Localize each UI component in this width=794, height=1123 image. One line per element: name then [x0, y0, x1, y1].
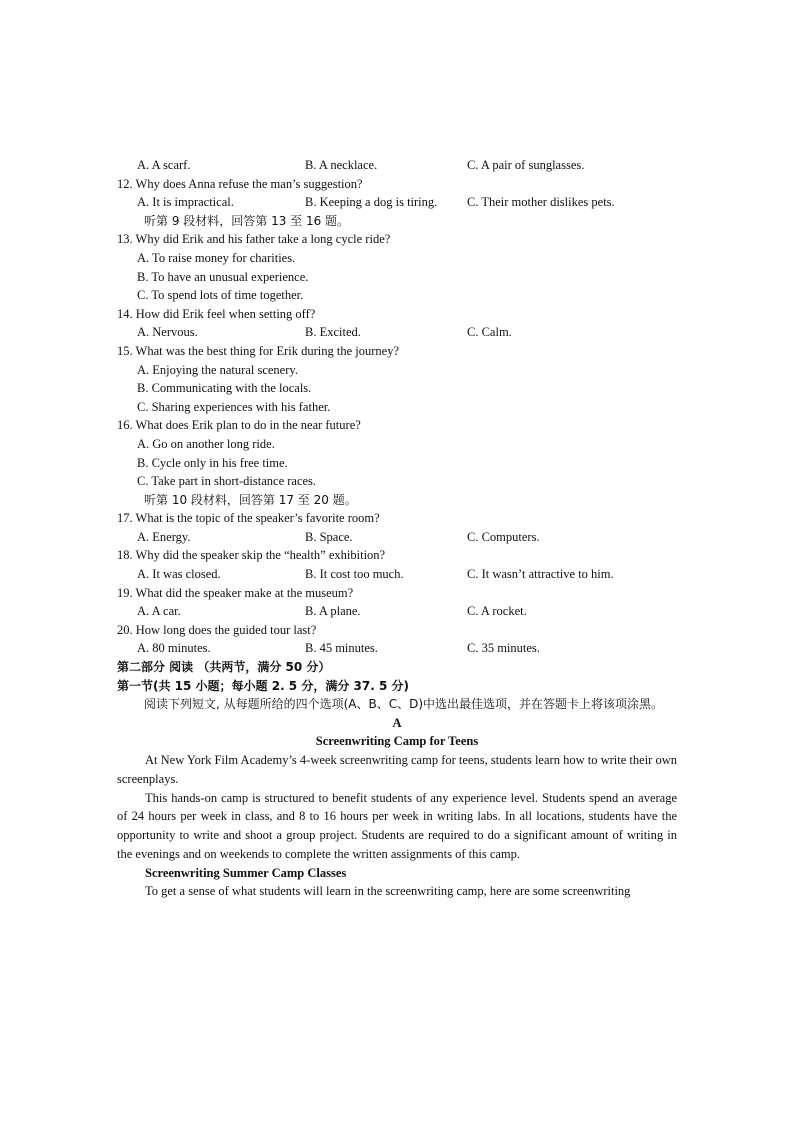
- q20-option-b: B. 45 minutes.: [305, 641, 378, 656]
- q18-option-c: C. It wasn’t attractive to him.: [467, 567, 614, 582]
- q20-option-a: A. 80 minutes.: [137, 641, 211, 656]
- q15-option-c: C. Sharing experiences with his father.: [137, 399, 331, 414]
- q20-options: [117, 639, 677, 658]
- q12-question: 12. Why does Anna refuse the man’s suggestion?: [117, 176, 363, 191]
- q15-question: 15. What was the best thing for Erik during the journey?: [117, 343, 399, 358]
- instruction-section-9: 听第 9 段材料，回答第 13 至 16 题。: [144, 213, 350, 228]
- q15-option-b: B. Communicating with the locals.: [137, 381, 312, 396]
- q20-question: 20. How long does the guided tour last?: [117, 622, 317, 637]
- q17-option-c: C. Computers.: [467, 529, 540, 544]
- passage-subheading: Screenwriting Summer Camp Classes: [145, 865, 347, 880]
- q16-question: 16. What does Erik plan to do in the near future?: [117, 418, 361, 433]
- q16-option-a: A. Go on another long ride.: [137, 436, 275, 451]
- q19-question: 19. What did the speaker make at the museum?: [117, 585, 354, 600]
- q15-option-a: A. Enjoying the natural scenery.: [137, 362, 298, 377]
- passage-paragraph-2: This hands-on camp is structured to benefit students of any experience level. Students spend an average of 24 hours per week in class, and 8 to 16 hours per week in writing labs. In all locations, students have the opportunity to write and shoot a group project. Students are required to do a significant amount of writing in the evenings and on weekends to complete the written assignments of this camp.: [117, 790, 677, 861]
- q16-option-c: C. Take part in short-distance races.: [137, 474, 317, 489]
- q14-options: [117, 323, 677, 342]
- q13-option-b: B. To have an unusual experience.: [137, 269, 309, 284]
- reading-instruction: 阅读下列短文, 从每题所给的四个选项(A、B、C、D)中选出最佳选项，并在答题卡上将该项涂黑。: [144, 697, 664, 712]
- passage-paragraph-3: To get a sense of what students will learn in the screenwriting camp, here are some screenwriting: [145, 884, 631, 899]
- q13-option-c: C. To spend lots of time together.: [137, 288, 304, 303]
- q11-option-a: A. A scarf.: [137, 158, 191, 172]
- q18-question: 18. Why did the speaker skip the “health” exhibition?: [117, 548, 386, 563]
- q11-option-b: B. A necklace.: [305, 158, 378, 172]
- passage-paragraph-1: At New York Film Academy’s 4-week screenwriting camp for teens, students learn how to write their own screenplays.: [117, 753, 677, 786]
- q14-question: 14. How did Erik feel when setting off?: [117, 306, 316, 321]
- q13-option-a: A. To raise money for charities.: [137, 250, 296, 265]
- q13-question: 13. Why did Erik and his father take a long cycle ride?: [117, 232, 391, 247]
- q17-option-b: B. Space.: [305, 529, 353, 544]
- q12-options: [117, 193, 677, 212]
- instruction-section-10: 听第 10 段材料，回答第 17 至 20 题。: [144, 492, 357, 507]
- q17-options: [117, 528, 677, 547]
- section1-heading: 第一节(共 15 小题；每小题 2. 5 分，满分 37. 5 分): [117, 678, 409, 693]
- q12-option-b: B. Keeping a dog is tiring.: [305, 195, 438, 210]
- q17-question: 17. What is the topic of the speaker’s favorite room?: [117, 511, 380, 526]
- q20-option-c: C. 35 minutes.: [467, 641, 540, 656]
- q11-option-c: C. A pair of sunglasses.: [467, 158, 585, 172]
- part2-heading: 第二部分 阅读 （共两节，满分 50 分）: [117, 660, 331, 675]
- q11-options: [117, 156, 677, 175]
- passage-letter: A: [392, 715, 402, 730]
- q19-option-c: C. A rocket.: [467, 604, 527, 619]
- exam-page: [117, 156, 677, 901]
- q18-option-b: B. It cost too much.: [305, 567, 404, 582]
- q14-option-b: B. Excited.: [305, 325, 361, 340]
- q14-option-c: C. Calm.: [467, 325, 512, 340]
- passage-title: Screenwriting Camp for Teens: [315, 734, 479, 749]
- q12-option-a: A. It is impractical.: [137, 195, 234, 210]
- q19-options: [117, 602, 677, 621]
- q16-option-b: B. Cycle only in his free time.: [137, 455, 288, 470]
- q14-option-a: A. Nervous.: [137, 325, 198, 340]
- q18-options: [117, 565, 677, 584]
- q12-option-c: C. Their mother dislikes pets.: [467, 195, 615, 210]
- q19-option-b: B. A plane.: [305, 604, 361, 619]
- q19-option-a: A. A car.: [137, 604, 181, 619]
- q17-option-a: A. Energy.: [137, 529, 191, 544]
- q18-option-a: A. It was closed.: [137, 567, 221, 582]
